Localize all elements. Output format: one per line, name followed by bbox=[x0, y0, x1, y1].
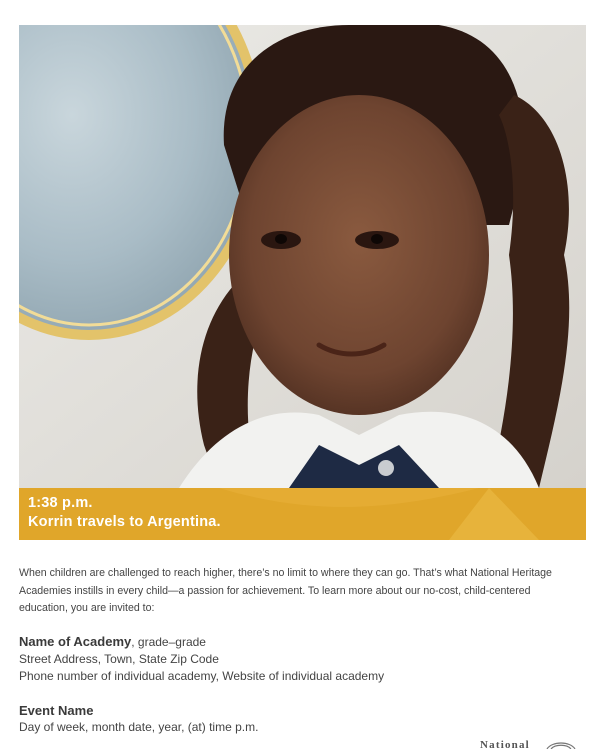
event-name: Event Name bbox=[19, 703, 94, 718]
banner-headline: Korrin travels to Argentina. bbox=[28, 514, 221, 530]
academy-line bbox=[19, 633, 579, 651]
academy-info bbox=[19, 633, 579, 685]
logo-icon bbox=[546, 740, 576, 749]
event-info bbox=[19, 702, 579, 736]
banner-time: 1:38 p.m. bbox=[28, 495, 93, 511]
academy-grades: , grade–grade bbox=[131, 635, 206, 649]
academy-name: Name of Academy bbox=[19, 634, 132, 649]
academy-address: Street Address, Town, State Zip Code bbox=[19, 652, 219, 666]
caption-banner bbox=[19, 488, 586, 540]
event-datetime: Day of week, month date, year, (at) time p.m. bbox=[19, 720, 259, 734]
academy-contact: Phone number of individual academy, Website of individual academy bbox=[19, 669, 385, 683]
girl-portrait-illustration bbox=[19, 25, 586, 488]
hero-photo bbox=[19, 25, 586, 488]
intro-paragraph: When children are challenged to reach higher, there’s no limit to where they can go. That’s what National Heritage Academies instills in every child—a passion for achievement. To learn more about our no-cost, child-centered education, you are invited to: bbox=[19, 567, 552, 614]
logo-wordmark: National bbox=[480, 739, 530, 751]
